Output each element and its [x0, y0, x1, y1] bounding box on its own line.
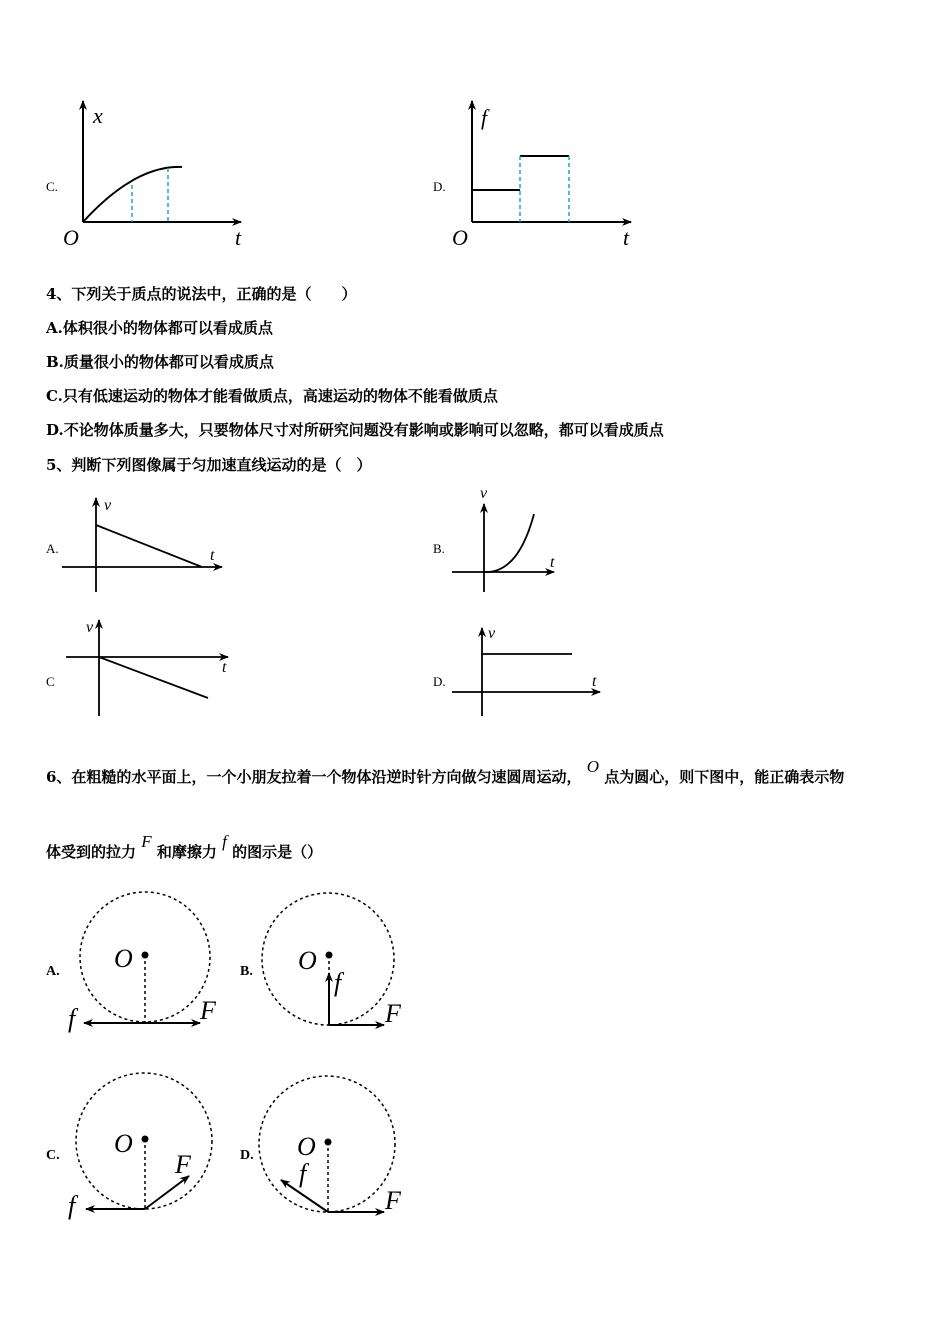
q6-stem-line1: 6、在粗糙的水平面上，一个小朋友拉着一个物体沿逆时针方向做匀速圆周运动， O 点为圆心，则下图中，能正确表示物: [46, 757, 845, 786]
axis-label-v: v: [488, 625, 496, 642]
q6-option-d-label: D.: [240, 1148, 254, 1163]
q4-stem: 4、下列关于质点的说法中，正确的是（ ）: [46, 285, 357, 303]
q3-graph-d: [445, 95, 645, 255]
q5-option-b-label: B.: [433, 541, 445, 556]
q6-option-c-label: C.: [46, 1148, 60, 1163]
axis-label-t: t: [623, 225, 630, 250]
center-label: O: [297, 1132, 316, 1161]
symbol-f-pull: F: [141, 832, 152, 851]
axis-label-t: t: [550, 554, 555, 571]
q6-diagram-d: [255, 1068, 425, 1228]
origin-label: O: [63, 225, 79, 250]
q5-option-d-label: D.: [433, 674, 446, 689]
q4-option-b: B.质量很小的物体都可以看成质点: [46, 353, 274, 371]
axis-label-x: x: [93, 103, 103, 128]
center-label: O: [114, 944, 133, 973]
force-label-F: F: [175, 1150, 191, 1179]
force-label-F: F: [385, 1186, 401, 1215]
axis-label-t: t: [235, 225, 242, 250]
axis-label-t: t: [592, 673, 597, 690]
axis-label-v: v: [104, 497, 112, 514]
axis-label-v: v: [86, 619, 94, 636]
q6-diagram-c: [62, 1068, 232, 1228]
center-label: O: [298, 946, 317, 975]
center-label: O: [114, 1129, 133, 1158]
force-label-F: F: [385, 999, 401, 1028]
axis-label-v: v: [480, 485, 488, 502]
q3-option-c-label: C.: [46, 179, 58, 194]
force-label-f: f: [299, 1159, 307, 1188]
q3-option-d-label: D.: [433, 179, 446, 194]
origin-label: O: [452, 225, 468, 250]
q5-graph-a: [60, 490, 235, 600]
q5-graph-c: [60, 612, 245, 722]
q6-option-a-label: A.: [46, 964, 60, 979]
force-label-f: f: [68, 1191, 76, 1220]
q3-graph-c: [55, 95, 255, 255]
q6-stem-line2: 体受到的拉力 F 和摩擦力 f 的图示是（）: [46, 832, 323, 861]
axis-label-t: t: [210, 547, 215, 564]
symbol-f-friction: f: [222, 832, 227, 851]
q4-option-c: C.只有低速运动的物体才能看做质点，高速运动的物体不能看做质点: [46, 387, 498, 405]
q5-option-a-label: A.: [46, 541, 59, 556]
force-label-f: f: [68, 1004, 76, 1033]
q5-graph-d: [448, 620, 623, 720]
q6-diagram-a: [62, 885, 232, 1040]
symbol-o: O: [586, 757, 599, 776]
axis-label-t: t: [222, 659, 227, 676]
force-label-f: f: [334, 968, 342, 997]
q5-graph-b: [448, 482, 623, 597]
q5-option-c-label: C: [46, 674, 55, 689]
q5-stem: 5、判断下列图像属于匀加速直线运动的是（ ）: [46, 456, 372, 474]
q4-option-a: A.体积很小的物体都可以看成质点: [46, 319, 273, 337]
q6-option-b-label: B.: [240, 964, 253, 979]
axis-label-f: f: [481, 105, 488, 130]
q6-diagram-b: [255, 885, 425, 1040]
force-label-F: F: [200, 996, 216, 1025]
q4-option-d: D.不论物体质量多大，只要物体尺寸对所研究问题没有影响或影响可以忽略，都可以看成质点: [46, 421, 664, 439]
